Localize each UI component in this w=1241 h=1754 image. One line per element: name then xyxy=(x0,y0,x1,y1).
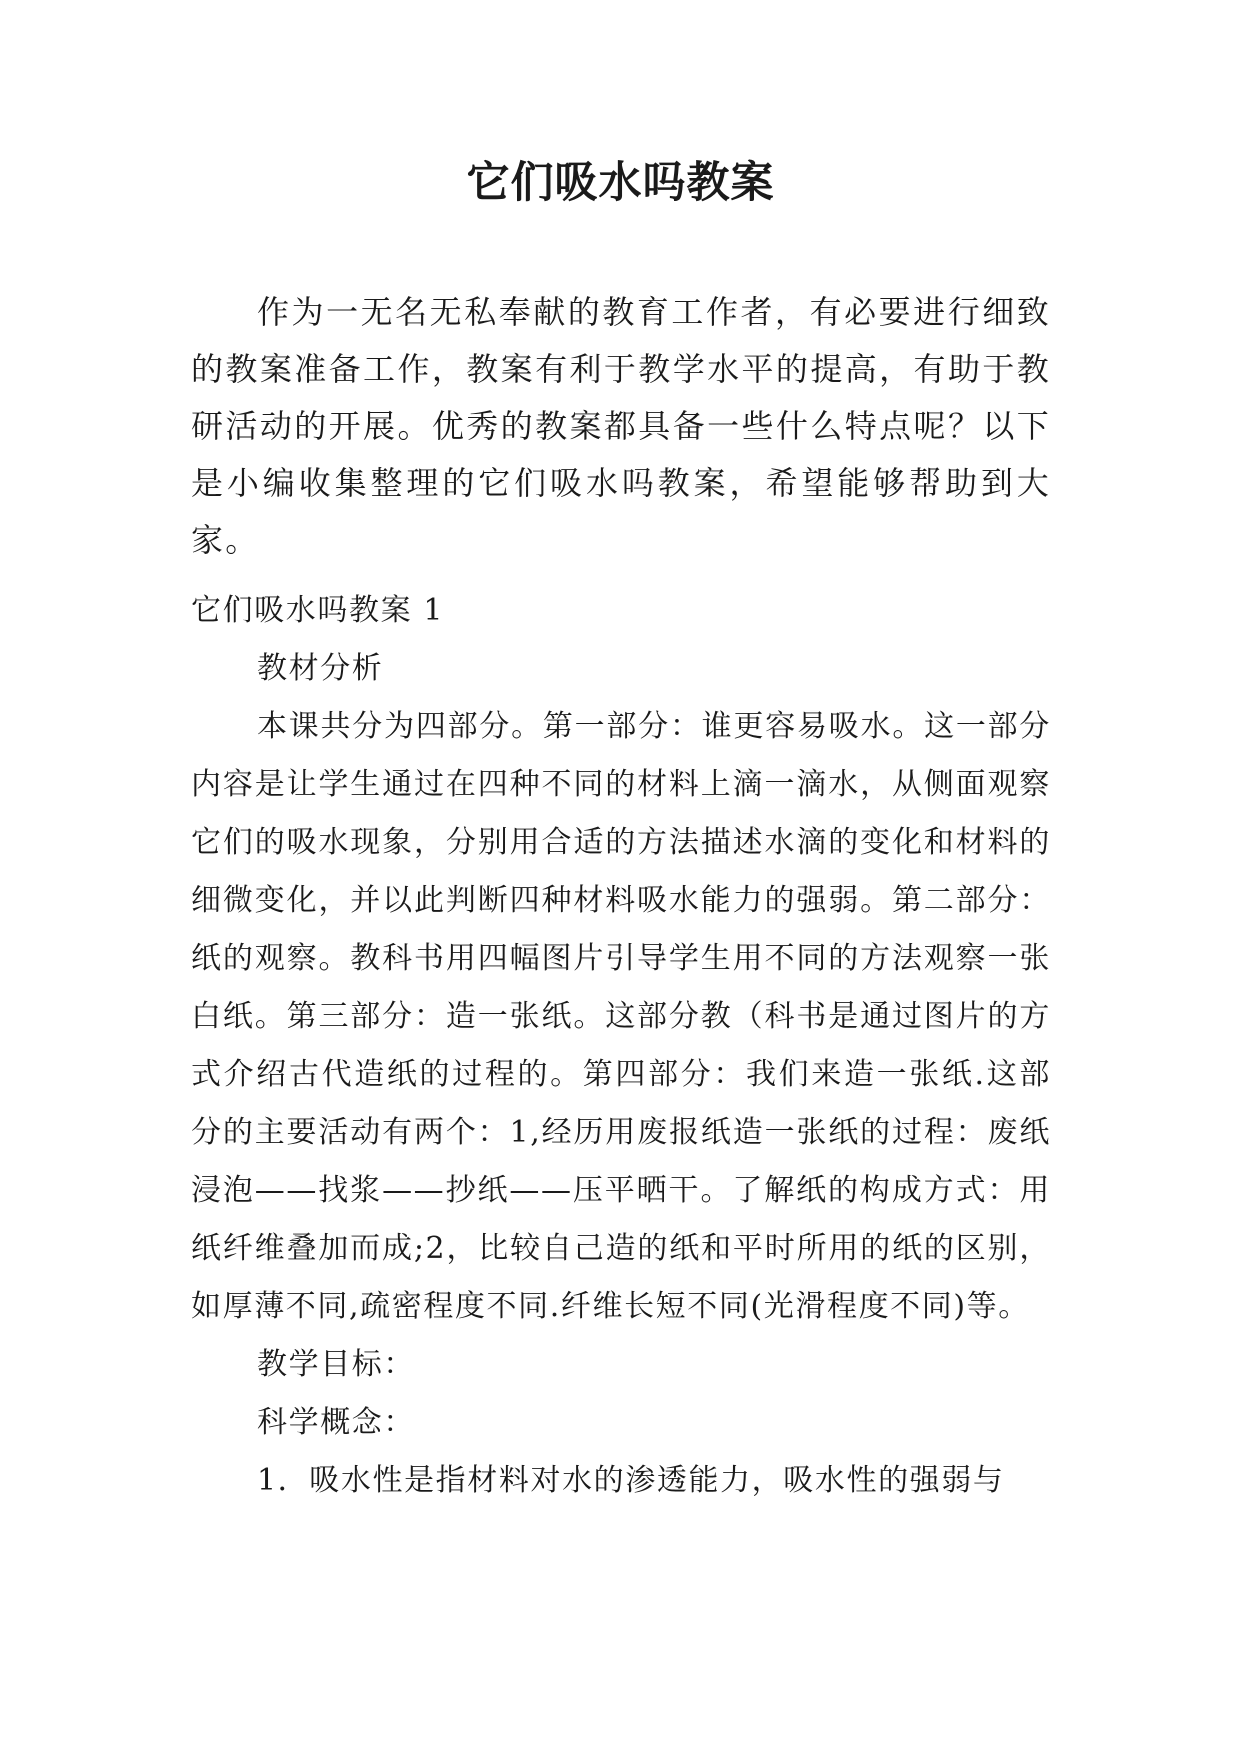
material-analysis-paragraph: 本课共分为四部分。第一部分：谁更容易吸水。这一部分内容是让学生通过在四种不同的材料上滴一滴水，从侧面观察它们的吸水现象，分别用合适的方法描述水滴的变化和材料的细微变化，并以此判断四种材料吸水能力的强弱。第二部分：纸的观察。教科书用四幅图片引导学生用不同的方法观察一张白纸。第三部分：造一张纸。这部分教（科书是通过图片的方式介绍古代造纸的过程的。第四部分：我们来造一张纸.这部分的主要活动有两个：1,经历用废报纸造一张纸的过程：废纸浸泡——找浆——抄纸——压平晒干。了解纸的构成方式：用纸纤维叠加而成;2，比较自己造的纸和平时所用的纸的区别，如厚薄不同,疏密程度不同.纤维长短不同(光滑程度不同)等。 xyxy=(191,709,1051,1324)
teaching-goals-heading: 教学目标： xyxy=(257,1347,415,1382)
document-title: 它们吸水吗教案 xyxy=(466,158,775,208)
concept-item-1: 1．吸水性是指材料对水的渗透能力，吸水性的强弱与 xyxy=(257,1463,1005,1498)
science-concept-heading: 科学概念： xyxy=(257,1405,415,1440)
lesson-section-1 xyxy=(191,582,1051,1510)
material-analysis-heading: 教材分析 xyxy=(257,651,384,686)
intro-paragraph: 作为一无名无私奉献的教育工作者，有必要进行细致的教案准备工作，教案有利于教学水平的提高，有助于教研活动的开展。优秀的教案都具备一些什么特点呢？以下是小编收集整理的它们吸水吗教案，希望能够帮助到大家。 xyxy=(191,293,1051,559)
section-heading: 它们吸水吗教案 1 xyxy=(191,593,445,628)
